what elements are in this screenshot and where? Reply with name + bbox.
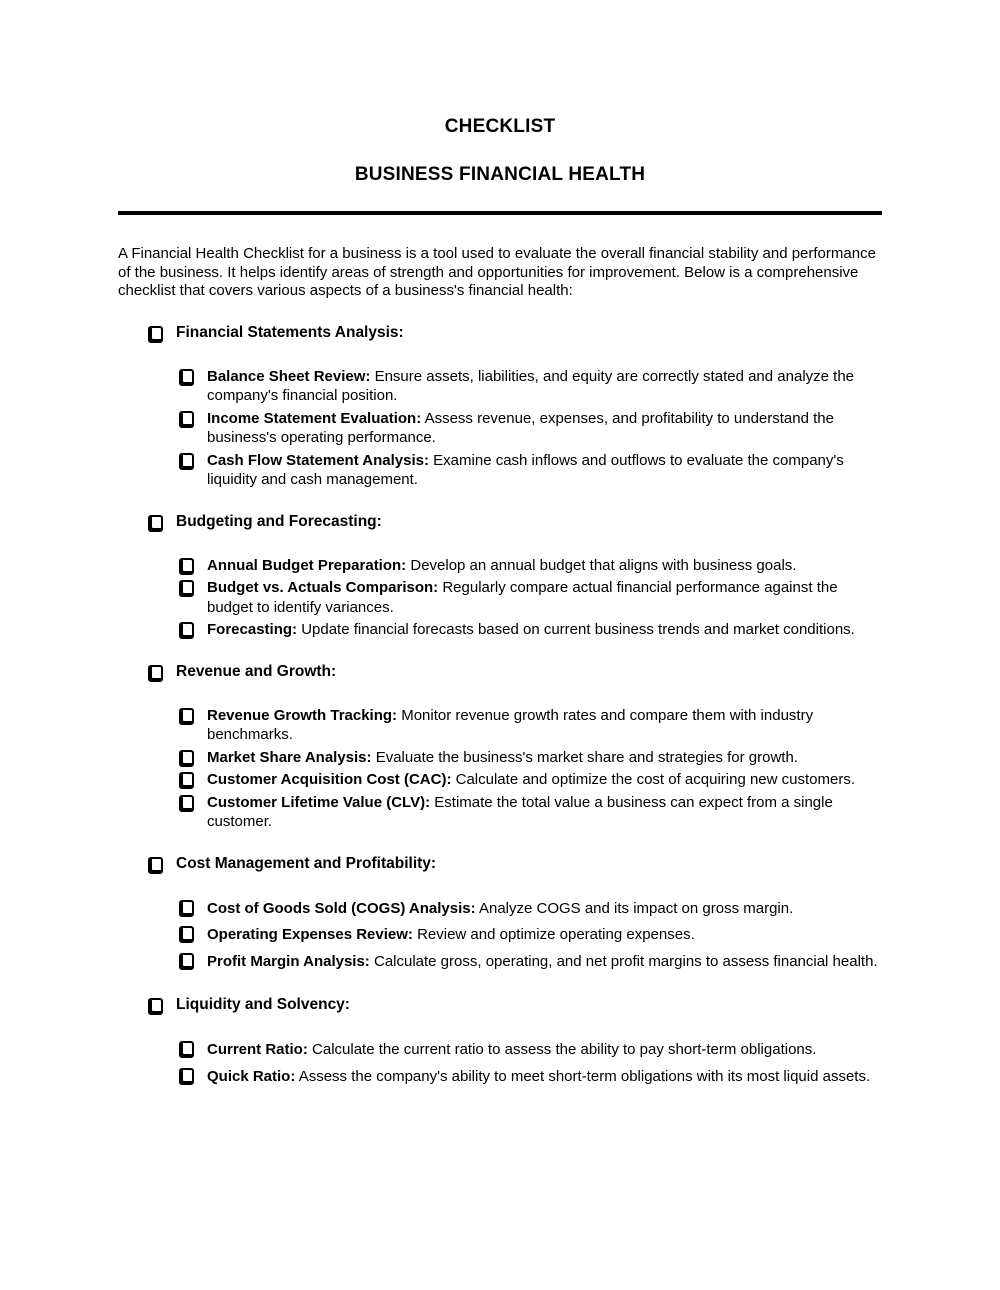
checklist-item [179,951,882,974]
item-label: Current Ratio: [207,1041,308,1058]
checkbox-icon [179,411,194,428]
section-heading [148,662,882,682]
item-label: Budget vs. Actuals Comparison: [207,579,439,596]
item-description: Develop an annual budget that aligns with business goals. [410,556,797,574]
section-items [179,556,882,640]
section-revenue-and-growth [118,662,882,832]
section-financial-statements-analysis [118,323,882,490]
section-heading-label: Financial Statements Analysis: [176,323,404,341]
section-heading-label: Revenue and Growth: [176,662,337,680]
checkbox-icon [179,558,194,575]
item-description: Calculate and optimize the cost of acquiring new customers. [455,771,855,788]
section-heading [148,854,882,874]
checkbox-icon [148,515,163,532]
item-label: Revenue Growth Tracking: [207,706,398,724]
checkbox-icon [179,453,194,470]
checkbox-icon [179,369,194,386]
section-heading [148,512,882,532]
checklist-item [179,898,882,921]
section-items [179,1039,882,1088]
item-description: Review and optimize operating expenses. [417,926,695,943]
section-heading-label: Liquidity and Solvency: [176,996,350,1013]
checklist-item [179,409,882,448]
item-label: Customer Lifetime Value (CLV): [207,793,431,811]
item-label: Profit Margin Analysis: [207,952,370,970]
item-description: Calculate gross, operating, and net profit margins to assess financial health. [373,952,878,970]
item-label: Balance Sheet Review: [207,367,371,385]
checklist-item [179,451,882,490]
checklist-item [179,748,882,768]
checkbox-icon [148,326,163,343]
section-cost-management-and-profitability [118,854,882,974]
checkbox-icon [179,772,194,789]
checkbox-icon [179,926,194,943]
checkbox-icon [179,708,194,725]
item-description: Ensure assets, liabilities, and equity are correctly stated and analyze the company's financial position. [207,367,855,404]
checkbox-icon [179,750,194,767]
checklist-item [179,924,882,947]
checkbox-icon [179,953,194,970]
checkbox-icon [179,795,194,812]
item-label: Income Statement Evaluation: [207,409,422,427]
title-divider-rule [118,211,882,215]
checklist-item [179,770,882,790]
item-description: Assess revenue, expenses, and profitability to understand the business's operating performance. [207,409,834,446]
checklist-item [179,793,882,832]
checkbox-icon [179,1068,194,1085]
item-description: Regularly compare actual financial performance against the budget to identify variances. [207,579,838,616]
section-heading-label: Budgeting and Forecasting: [176,512,382,530]
checklist-item [179,1039,882,1062]
item-description: Analyze COGS and its impact on gross margin. [478,899,794,917]
item-description: Update financial forecasts based on current business trends and market conditions. [301,621,855,638]
checkbox-icon [148,665,163,682]
section-items [179,898,882,974]
checklist-item [179,367,882,406]
item-label: Forecasting: [207,621,298,638]
section-heading-label: Cost Management and Profitability: [176,854,437,872]
checkbox-icon [179,1041,194,1058]
item-description: Assess the company's ability to meet short-term obligations with its most liquid assets. [298,1067,871,1085]
checklist-item [179,620,882,640]
section-items [179,706,882,832]
document-subtitle: BUSINESS FINANCIAL HEALTH [354,164,646,185]
section-heading [148,323,882,343]
item-label: Quick Ratio: [207,1067,296,1085]
section-liquidity-and-solvency [118,995,882,1088]
checklist-item [179,578,882,617]
item-description: Estimate the total value a business can expect from a single customer. [207,793,833,830]
checklist-item [179,556,882,576]
section-items [179,367,882,490]
item-description: Calculate the current ratio to assess the ability to pay short-term obligations. [312,1041,817,1058]
intro-paragraph: A Financial Health Checklist for a business is a tool used to evaluate the overall financial stability and performance of the business. It helps identify areas of strength and opportunities for improvement. Below is a comprehensive checklist that covers various aspects of a business's financial health: [118,245,876,299]
item-label: Market Share Analysis: [207,748,372,766]
item-label: Customer Acquisition Cost (CAC): [207,771,452,788]
checkbox-icon [179,580,194,597]
item-label: Operating Expenses Review: [207,926,413,943]
item-description: Evaluate the business's market share and strategies for growth. [375,748,798,766]
checkbox-icon [148,998,163,1015]
checkbox-icon [179,900,194,917]
item-label: Cash Flow Statement Analysis: [207,451,429,469]
document-title: CHECKLIST [444,116,556,137]
checklist-item [179,1066,882,1089]
checkbox-icon [148,857,163,874]
item-label: Cost of Goods Sold (COGS) Analysis: [207,899,476,917]
item-label: Annual Budget Preparation: [207,556,407,574]
section-heading [148,995,882,1015]
checkbox-icon [179,622,194,639]
item-description: Monitor revenue growth rates and compare them with industry benchmarks. [207,706,814,743]
section-budgeting-and-forecasting [118,512,882,640]
item-description: Examine cash inflows and outflows to evaluate the company's liquidity and cash management. [207,451,844,488]
checklist-item [179,706,882,745]
